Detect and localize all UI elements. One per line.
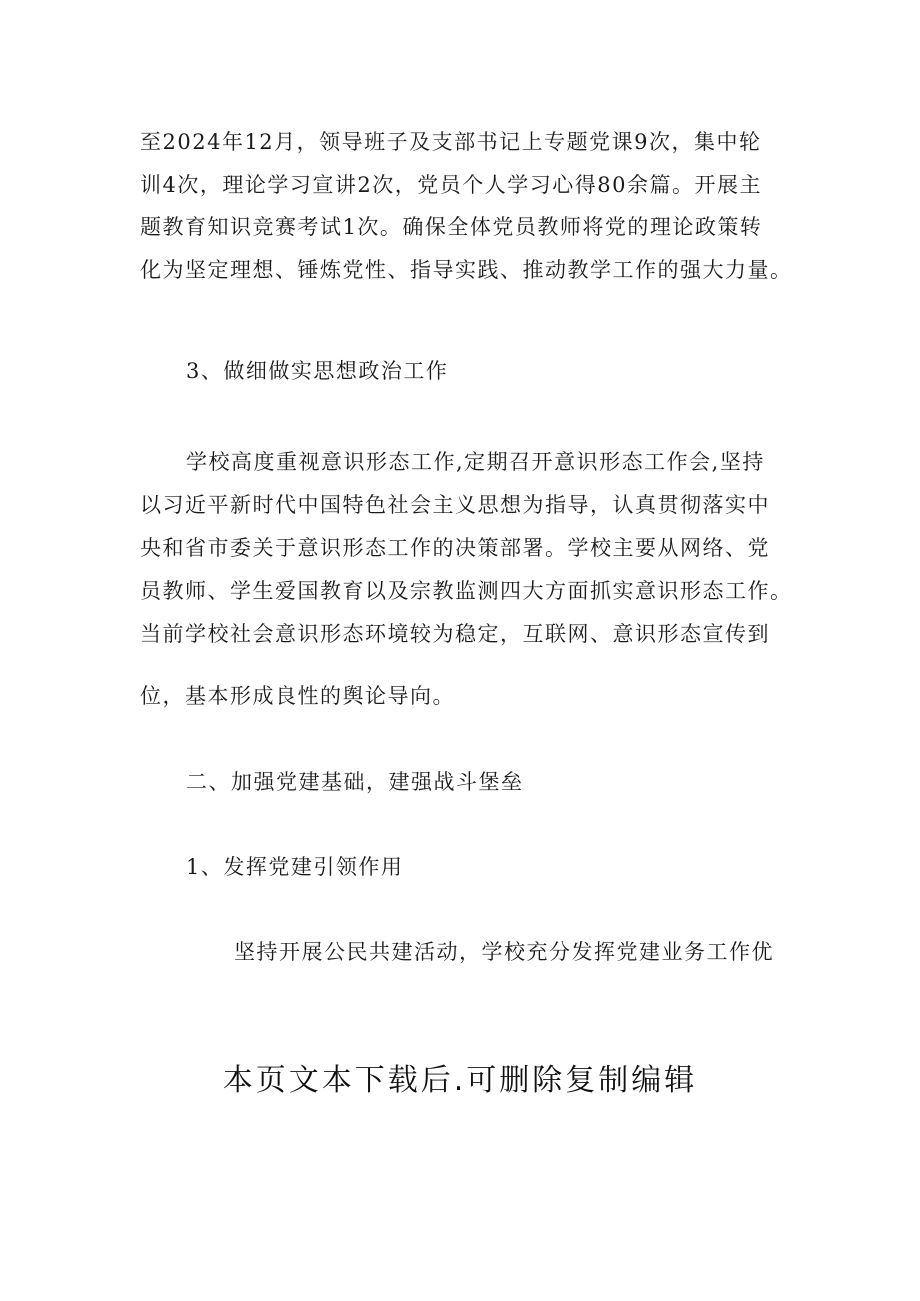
section-2-heading: 二、加强党建基础，建强战斗堡垒 xyxy=(186,770,524,794)
paragraph-2-line-5: 当前学校社会意识形态环境较为稳定，互联网、意识形态宣传到 xyxy=(140,622,770,646)
paragraph-1-line-2: 训4次，理论学习宣讲2次，党员个人学习心得80余篇。开展主 xyxy=(140,173,762,197)
paragraph-2-line-3: 央和省市委关于意识形态工作的决策部署。学校主要从网络、党 xyxy=(140,536,770,560)
paragraph-2-line-6: 位，基本形成良性的舆论导向。 xyxy=(140,684,455,708)
footer-note: 本页文本下载后.可删除复制编辑 xyxy=(222,1063,698,1098)
heading-3: 3、做细做实思想政治工作 xyxy=(186,359,449,383)
paragraph-1-line-3: 题教育知识竞赛考试1次。确保全体党员教师将党的理论政策转 xyxy=(140,215,763,239)
paragraph-1-line-1: 至2024年12月，领导班子及支部书记上专题党课9次，集中轮 xyxy=(140,130,762,154)
paragraph-1-line-4: 化为坚定理想、锤炼党性、指导实践、推动教学工作的强大力量。 xyxy=(140,258,793,282)
paragraph-2-line-4: 员教师、学生爱国教育以及宗教监测四大方面抓实意识形态工作。 xyxy=(140,579,793,603)
paragraph-2-line-2: 以习近平新时代中国特色社会主义思想为指导，认真贯彻落实中 xyxy=(140,493,770,517)
paragraph-2-line-1: 学校高度重视意识形态工作,定期召开意识形态工作会,坚持 xyxy=(186,450,765,474)
subheading-1: 1、发挥党建引领作用 xyxy=(186,855,404,879)
paragraph-3-line-1: 坚持开展公民共建活动，学校充分发挥党建业务工作优 xyxy=(234,940,774,964)
